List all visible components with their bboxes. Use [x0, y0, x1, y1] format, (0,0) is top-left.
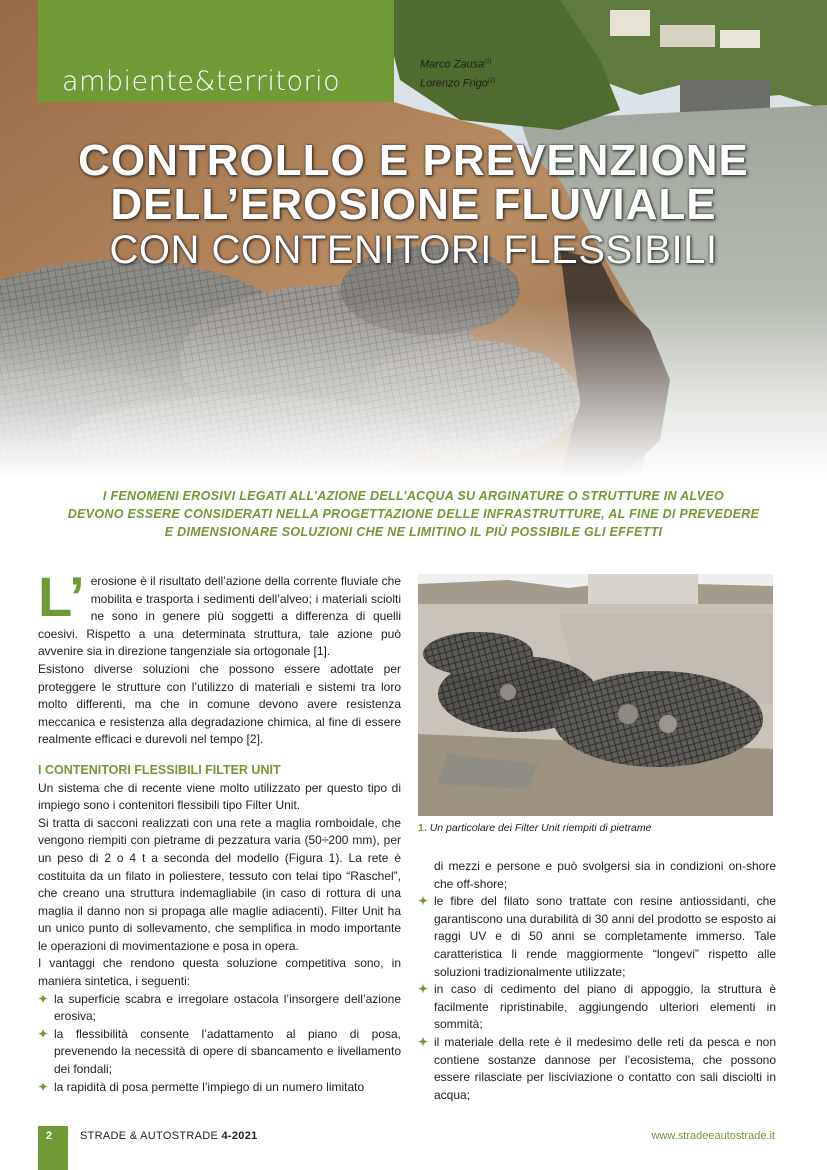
author-2-affiliation: (2) — [487, 77, 496, 84]
list-item: ✦ la rapidità di posa permette l’impiego di un numero limitato — [38, 1079, 401, 1097]
advantages-list-2 — [418, 893, 776, 1104]
paragraph-2: Esistono diverse soluzioni che possono essere adottate per proteggere le strutture con l’utilizzo di materiali e sistemi tra loro molto differenti, ma che in comune devono avere resistenza meccanica e resistenza alla degradazione chimica, al fine di essere realmente efficaci e durevoli nel tempo [2]. — [38, 661, 401, 747]
title-subtitle: CON CONTENITORI FLESSIBILI — [109, 228, 718, 272]
bullet-icon: ✦ — [418, 894, 429, 909]
figure-1-caption — [418, 822, 651, 834]
authors — [420, 54, 495, 91]
author-1-affiliation: (1) — [484, 59, 492, 65]
lead-line-2: DEVONO ESSERE CONSIDERATI NELLA PROGETTAZIONE DELLE INFRASTRUTTURE, AL FINE DI PREVEDERE — [67, 507, 760, 521]
advantages-list-1 — [38, 991, 401, 1097]
list-item: ✦ in caso di cedimento del piano di appoggio, la struttura è facilmente ripristinabile, aggiungendo ulteriori elementi in sommità; — [418, 982, 776, 1032]
bullet-icon: ✦ — [38, 1026, 49, 1041]
page-number: 2 — [46, 1130, 53, 1142]
bullet-icon: ✦ — [38, 991, 49, 1006]
website-link[interactable]: www.stradeeautostrade.it — [651, 1130, 775, 1142]
figure-caption-text: Un particolare dei Filter Unit riempiti di pietrame — [429, 822, 652, 834]
text-column-2 — [418, 858, 776, 1104]
section-heading: I CONTENITORI FLESSIBILI FILTER UNIT — [38, 762, 281, 777]
figure-1-photo — [418, 574, 773, 816]
lead-line-1: I FENOMENI EROSIVI LEGATI ALL’AZIONE DELL’ACQUA SU ARGINATURE O STRUTTURE IN ALVEO — [102, 489, 725, 503]
lead-line-3: E DIMENSIONARE SOLUZIONI CHE NE LIMITINO IL PIÙ POSSIBILE GLI EFFETTI — [164, 525, 663, 539]
text-column-1 — [38, 565, 401, 1096]
bullet-continuation: di mezzi e persone e può svolgersi sia in condizioni on-shore che off-shore; — [434, 859, 776, 891]
bullet-icon: ✦ — [38, 1079, 49, 1094]
intro-paragraph: erosione è il risultato dell’azione della corrente fluviale che mobilita e trasporta i sedimenti dell’alveo; i materiali sciolti ne sono in genere più soggetti a differenza di quelli coesivi. Rispetto a una determinata struttura, tale azione può avvenire sia in direzione tangenziale sia ortogonale [1]. — [38, 574, 401, 659]
title-line-1: CONTROLLO E PREVENZIONE — [78, 136, 749, 185]
author-2: Lorenzo Frigo — [420, 77, 488, 90]
bullet-icon: ✦ — [418, 982, 429, 997]
paragraph-3: Un sistema che di recente viene molto utilizzato per questo tipo di impiego sono i contenitori flessibili tipo Filter Unit. — [38, 780, 401, 813]
list-item: ✦ la flessibilità consente l’adattamento al piano di posa, prevenendo la necessità di opere di sbancamento e livellamento dei fondali; — [38, 1026, 401, 1077]
author-1: Marco Zausa — [420, 58, 485, 71]
magazine-name: STRADE & AUTOSTRADE 4-2021 — [80, 1130, 258, 1142]
lead-paragraph — [60, 487, 767, 541]
filter-unit-photo — [418, 574, 773, 816]
paragraph-4: Si tratta di sacconi realizzati con una rete a maglia romboidale, che vengono riempiti con pietrame di pezzatura varia (50÷200 mm), per un peso di 2 o 4 t a seconda del modello (Figura 1). La rete è costituita da un filato in poliestere, tessuto con telai tipo “Raschel”, che creano una struttura indemagliabile (in caso di rottura di una maglia il danno non si propaga alle maglie adiacenti). Filter Unit ha un unico punto di sollevamento, che semplifica in modo importante le operazioni di movimentazione e posa in opera. — [38, 815, 401, 953]
dropcap: L’ — [38, 565, 85, 628]
issue-number: 4-2021 — [221, 1130, 258, 1142]
title-line-2: DELL’EROSIONE FLUVIALE — [110, 180, 717, 229]
bullet-icon: ✦ — [418, 1034, 429, 1049]
list-item: ✦ il materiale della rete è il medesimo delle reti da pesca e non contiene sostanze dannose per l’ecosistema, che possono essere rilasciate per lisciviazione o contatto con sali disciolti in acqua; — [418, 1034, 776, 1102]
footer-page-tab — [38, 1126, 68, 1170]
section-label: ambiente&territorio — [62, 66, 341, 97]
list-item: ✦ la superficie scabra e irregolare ostacola l’insorgere dell’azione erosiva; — [38, 991, 401, 1024]
paragraph-5: I vantaggi che rendono questa soluzione competitiva sono, in maniera sintetica, i seguenti: — [38, 956, 401, 989]
list-item: ✦ le fibre del filato sono trattate con resine antiossidanti, che garantiscono una durabilità di 30 anni del prodotto se esposto ai raggi UV e di 50 anni se completamente immerso. Tale caratteristica li rende maggiormente “longevi” rispetto alle soluzioni tradizionalmente utilizzate; — [418, 894, 776, 979]
figure-number: 1. — [418, 822, 427, 834]
